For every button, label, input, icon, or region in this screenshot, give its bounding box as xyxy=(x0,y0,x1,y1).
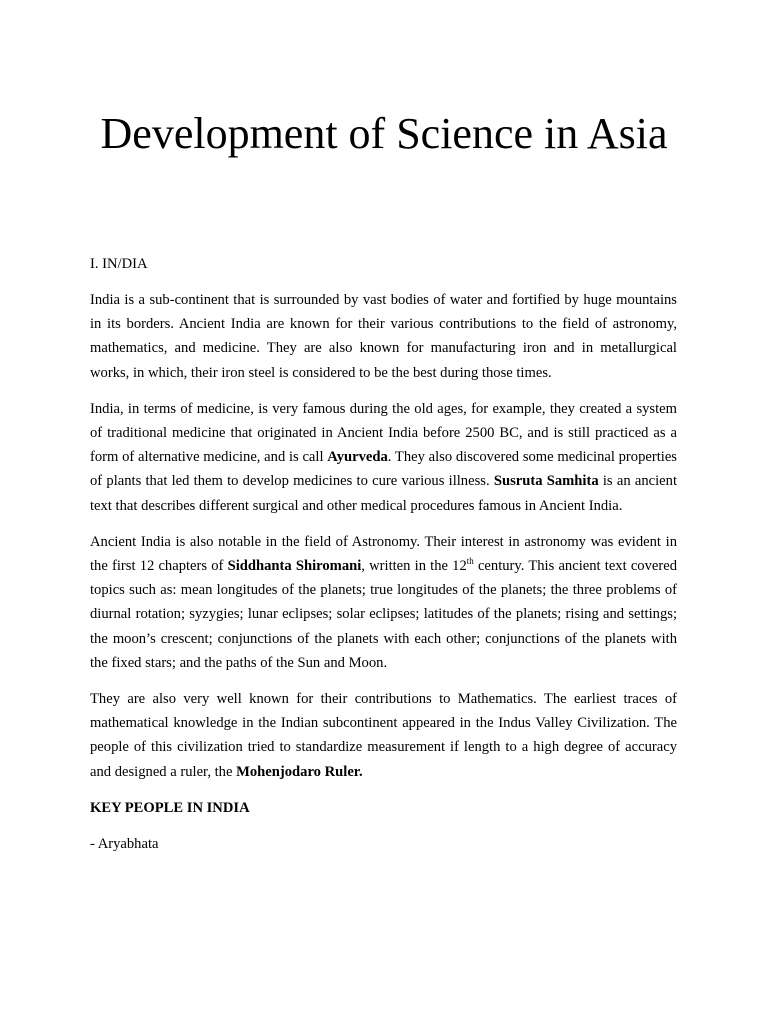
paragraph-text: , written in the 12 xyxy=(361,558,467,575)
term-ayurveda: Ayurveda xyxy=(327,449,388,466)
page-title: Development of Science in Asia xyxy=(100,109,668,158)
paragraph-astronomy xyxy=(90,530,677,675)
list-item: - Aryabhata xyxy=(90,835,159,852)
paragraph-text: India is a sub-continent that is surrounded by vast bodies of water and fortified by huge mountains in its borders. Ancient India are known for their various contributions to the field of astronomy, mathematics, and medicine. They are also known for manufacturing iron and in metallurgical works, in which, their iron steel is considered to be the best during those times. xyxy=(90,292,677,381)
term-mohenjodaro-ruler: Mohenjodaro Ruler. xyxy=(236,763,363,780)
paragraph-text: is an ancient text that describes different surgical and other medical procedures famous in Ancient India. xyxy=(90,473,677,514)
paragraph-text: Ancient India is also notable in the field of Astronomy. Their interest in astronomy was evident in the first 12 chapters of xyxy=(90,533,677,575)
paragraph-text: India, in terms of medicine, is very famous during the old ages, for example, they created a system of traditional medicine that originated in Ancient India before 2500 BC, and is still practiced as a form of alternative medicine, and is call xyxy=(90,400,677,466)
paragraph-text: They are also very well known for their contributions to Mathematics. The earliest traces of mathematical knowledge in the Indian subcontinent appeared in the Indus Valley Civilization. The people of this civilization tried to standardize measurement if length to a high degree of accuracy and designed a ruler, the xyxy=(90,691,677,780)
term-siddhanta-shiromani: Siddhanta Shiromani xyxy=(227,558,362,575)
section-heading: I. IN/DIA xyxy=(90,256,148,272)
paragraph-text: century. This ancient text covered topics such as: mean longitudes of the planets; true longitudes of the planets; the three problems of diurnal rotation; syzygies; lunar eclipses; solar eclipses; latitudes of the planets; rising and settings; the moon’s crescent; conjunctions of the planets with each other; conjunctions of the planets with the fixed stars; and the paths of the Sun and Moon. xyxy=(90,558,678,671)
term-susruta-samhita: Susruta Samhita xyxy=(493,473,599,490)
document-body xyxy=(90,252,677,856)
superscript-th: th xyxy=(466,556,474,567)
paragraph-intro xyxy=(90,288,677,385)
paragraph-text: . They also discovered some medicinal properties of plants that led them to develop medicines to cure various illness. xyxy=(90,449,677,490)
paragraph-medicine xyxy=(90,397,677,518)
paragraph-mathematics xyxy=(90,687,677,784)
key-people-heading: KEY PEOPLE IN INDIA xyxy=(90,799,250,816)
